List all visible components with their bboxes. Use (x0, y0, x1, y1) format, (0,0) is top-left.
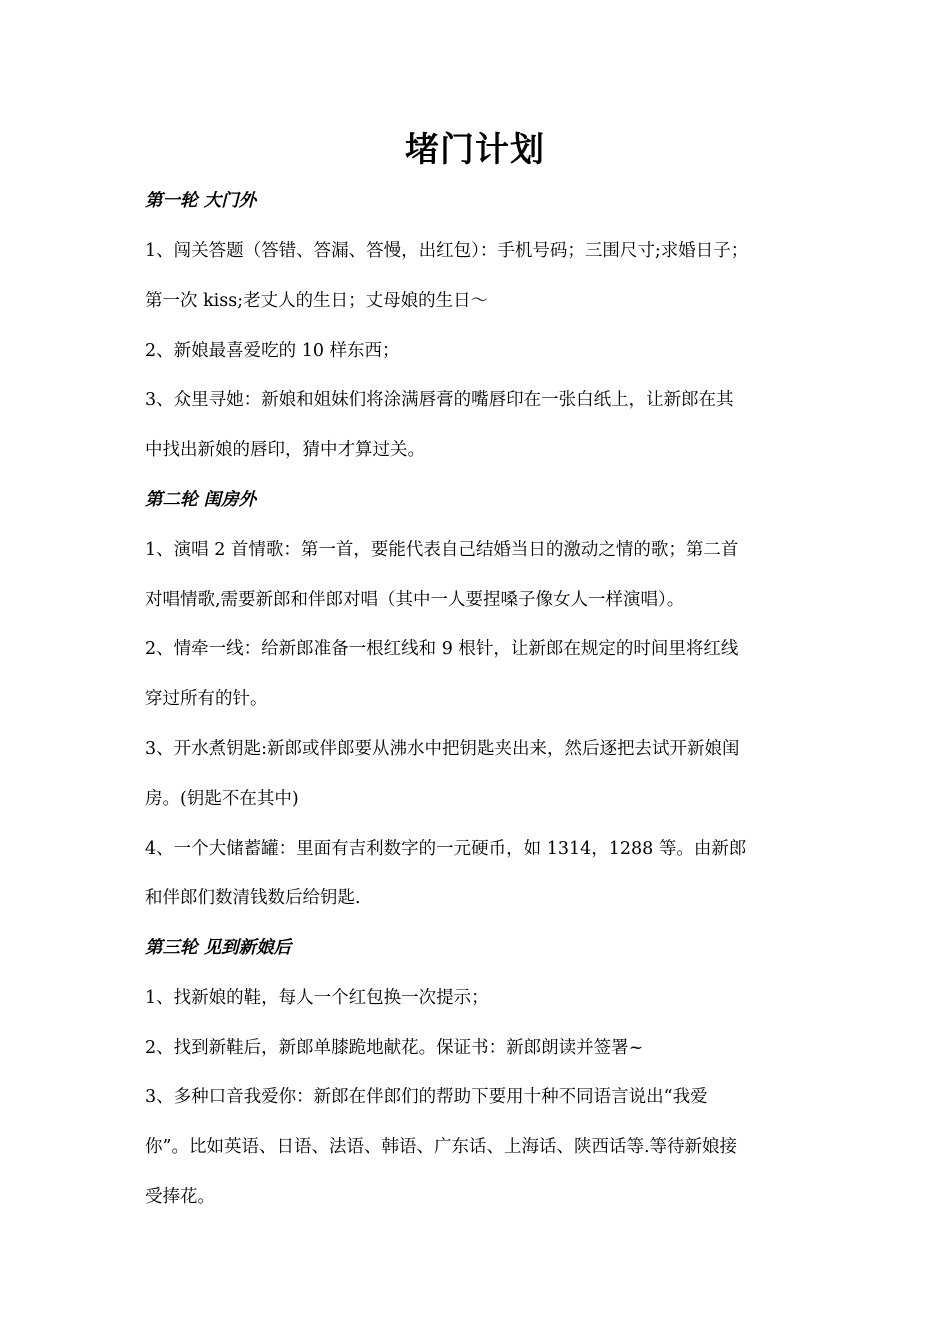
paragraph-line: 3、众里寻她：新娘和姐妹们将涂满唇膏的嘴唇印在一张白纸上，让新郎在其 (145, 390, 734, 410)
paragraph-line: 2、找到新鞋后，新郎单膝跪地献花。保证书：新郎朗读并签署~ (145, 1038, 644, 1058)
paragraph-line: 对唱情歌,需要新郎和伴郎对唱（其中一人要捏嗓子像女人一样演唱）。 (145, 590, 685, 610)
paragraph-line: 第一次 kiss;老丈人的生日；丈母娘的生日～ (145, 291, 489, 311)
paragraph-line: 和伴郎们数清钱数后给钥匙. (145, 888, 361, 908)
paragraph-line: 3、多种口音我爱你：新郎在伴郎们的帮助下要用十种不同语言说出“我爱 (145, 1087, 708, 1107)
paragraph-line: 1、找新娘的鞋，每人一个红包换一次提示； (145, 988, 489, 1008)
paragraph-line: 1、演唱 2 首情歌：第一首，要能代表自己结婚当日的激动之情的歌；第二首 (145, 540, 739, 560)
round-2-heading: 第二轮 闺房外 (145, 490, 257, 510)
paragraph-line: 4、一个大储蓄罐：里面有吉利数字的一元硬币，如 1314，1288 等。由新郎 (145, 839, 747, 859)
paragraph-line: 穿过所有的针。 (145, 689, 268, 709)
paragraph-line: 你”。比如英语、日语、法语、韩语、广东话、上海话、陕西话等.等待新娘接 (145, 1137, 738, 1157)
paragraph-line: 3、开水煮钥匙:新郎或伴郎要从沸水中把钥匙夹出来，然后逐把去试开新娘闺 (145, 739, 740, 759)
paragraph-line: 房。(钥匙不在其中) (145, 789, 299, 809)
paragraph-line: 2、情牵一线：给新郎准备一根红线和 9 根针，让新郎在规定的时间里将红线 (145, 639, 739, 659)
paragraph-line: 2、新娘最喜爱吃的 10 样东西； (145, 341, 400, 361)
round-3-heading: 第三轮 见到新娘后 (145, 938, 292, 958)
round-1-heading: 第一轮 大门外 (145, 191, 257, 211)
document-title: 堵门计划 (405, 130, 545, 170)
paragraph-line: 中找出新娘的唇印，猜中才算过关。 (145, 440, 425, 460)
paragraph-line: 受捧花。 (145, 1187, 215, 1207)
paragraph-line: 1、闯关答题（答错、答漏、答慢，出红包）：手机号码；三围尺寸;求婚日子； (145, 241, 749, 261)
